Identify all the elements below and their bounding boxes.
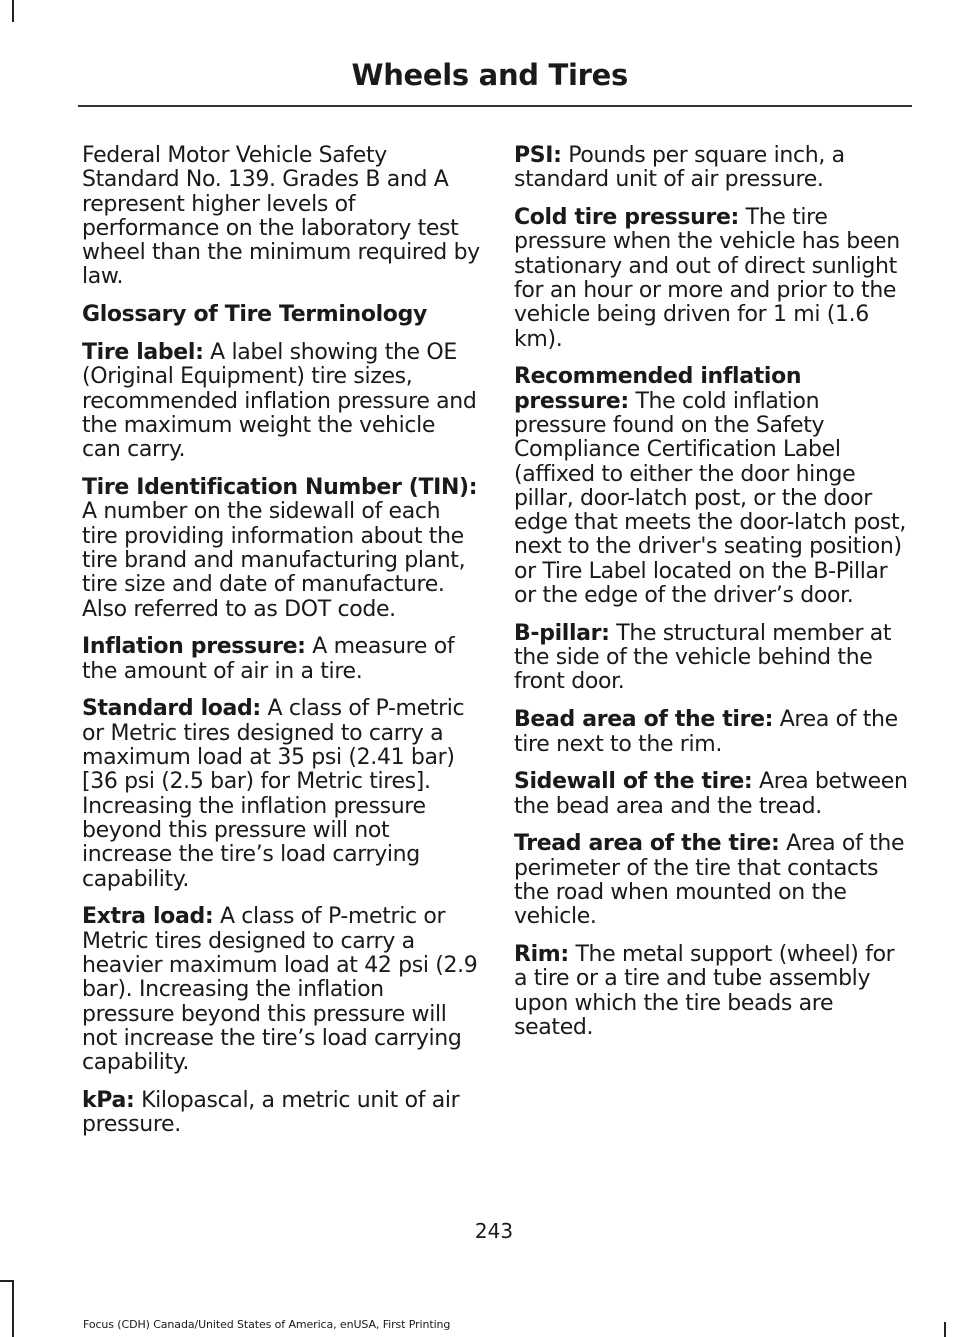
glossary-definition: Kilopascal, a metric unit of air pressure. [82, 1087, 460, 1138]
glossary-term: PSI: [514, 143, 562, 168]
glossary-definition: Area of the tire next to the rim. [514, 707, 898, 757]
crop-mark-bottom-left-horizontal [0, 1280, 14, 1282]
glossary-definition: The structural member at the side of the vehicle behind the front door. [514, 620, 892, 695]
glossary-term: Tread area of the tire: [514, 831, 780, 857]
glossary-term: Inflation pressure: [82, 634, 306, 660]
glossary-entry [514, 622, 912, 695]
glossary-entry [82, 905, 480, 1075]
glossary-definition: Area of the perimeter of the tire that contacts the road when mounted on the vehicle. [514, 831, 905, 930]
glossary-definition: A class of P-metric or Metric tires designed to carry a maximum load at 35 psi (2.41 bar)[36 psi (2.5 bar) for Metric tires]. Increasing the inflation pressure beyond this pressure will not increase the tire’s load carrying capability. [82, 696, 465, 892]
glossary-definition: The cold inflation pressure found on the Safety Compliance Certification Label (affixed to either the door hinge pillar, door-latch post, or the door edge that meets the door-latch post, next to the driver's seating position) or Tire Label located on the B-Pillar or the edge of the driver’s door. [514, 388, 906, 609]
glossary-term: Extra load: [82, 904, 214, 930]
intro-paragraph: Federal Motor Vehicle Safety Standard No. 139. Grades B and A represent higher levels of performance on the laboratory test wheel than the minimum required by law. [82, 143, 480, 290]
glossary-term: B-pillar: [514, 620, 610, 646]
glossary-entry [514, 943, 912, 1040]
glossary-entry [82, 697, 480, 891]
left-column [82, 144, 480, 1151]
glossary-term: Standard load: [82, 696, 261, 722]
glossary-term: Recommended inflation pressure: [514, 364, 802, 414]
glossary-definition: A number on the sidewall of each tire providing information about the tire brand and manufacturing plant, tire size and date of manufacture. Also referred to as DOT code. [82, 499, 466, 622]
page-number: 243 [474, 1219, 514, 1243]
glossary-entry [514, 832, 912, 929]
glossary-entry [514, 206, 912, 352]
section-heading: Glossary of Tire Terminology [82, 302, 427, 328]
glossary-term: Tire Identification Number (TIN): [82, 475, 478, 501]
glossary-definition: The metal support (wheel) for a tire or a tire and tube assembly upon which the tire beads are seated. [514, 942, 895, 1040]
glossary-definition: A class of P-metric or Metric tires designed to carry a heavier maximum load at 42 psi (2.9 bar). Increasing the inflation pressure beyond this pressure will not increase the tire’s load carrying capability. [82, 904, 478, 1076]
glossary-term: Bead area of the tire: [514, 707, 774, 733]
glossary-definition: Pounds per square inch, a standard unit of air pressure. [514, 143, 845, 193]
glossary-entry [82, 341, 480, 462]
glossary-term: Cold tire pressure: [514, 205, 739, 231]
footer-text: Focus (CDH) Canada/United States of America, enUSA, First Printing [83, 1318, 451, 1331]
header-rule [78, 105, 912, 107]
glossary-term: Rim: [514, 942, 569, 968]
right-column [514, 144, 912, 1054]
glossary-definition: A label showing the OE (Original Equipment) tire sizes, recommended inflation pressure and the maximum weight the vehicle can carry. [82, 340, 477, 463]
glossary-entry [82, 635, 480, 684]
glossary-term: kPa: [82, 1087, 135, 1113]
glossary-entry [82, 476, 480, 622]
glossary-definition: A measure of the amount of air in a tire. [82, 634, 455, 684]
glossary-definition: The tire pressure when the vehicle has been stationary and out of direct sunlight for an hour or more and prior to the vehicle being driven for 1 mi (1.6 km). [514, 205, 900, 352]
glossary-definition: Area between the bead area and the tread. [514, 769, 908, 819]
crop-mark-bottom-right [944, 1322, 946, 1337]
glossary-term: Tire label: [82, 340, 204, 366]
glossary-entry [514, 708, 912, 757]
glossary-entry [514, 365, 912, 608]
crop-mark-bottom-left-vertical [12, 1280, 14, 1337]
glossary-entry [82, 1089, 480, 1138]
crop-mark-top-left [12, 0, 14, 22]
page-title: Wheels and Tires [351, 58, 628, 92]
glossary-entry [514, 770, 912, 819]
glossary-entry [514, 144, 912, 193]
glossary-term: Sidewall of the tire: [514, 769, 753, 795]
